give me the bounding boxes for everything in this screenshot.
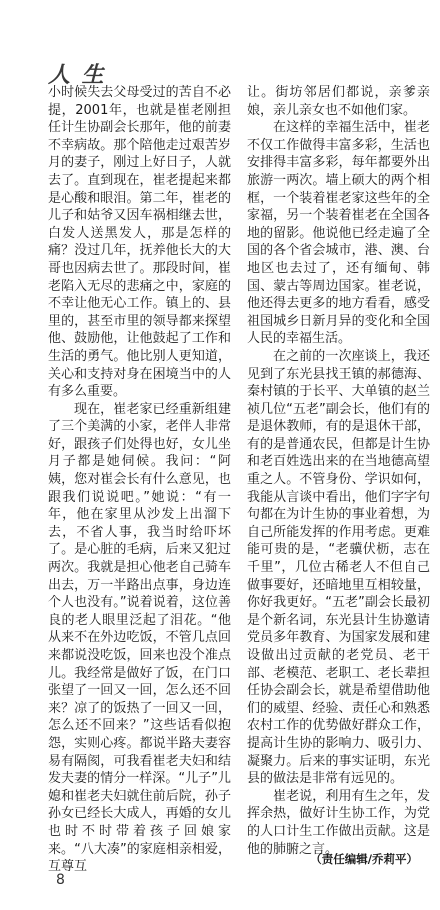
left-column: [48, 84, 231, 876]
paragraph: 在之前的一次座谈上，我还见到了东光县找王镇的郝德海、秦村镇的于长平、大单镇的赵兰祯几位“五老”副会长，他们有的是退休教师，有的是退休干部，有的是普通农民，但都是计生协和老百姓选出来的在当地德高望重之人。不管身份、学识如何，我能从言谈中看出，他们字字句句都在为计生协的事业着想，为自己所能发挥的作用考虑。更难能可贵的是，“老骥伏枥，志在千里”，几位古稀老人不但自己做事要好，还暗地里互相较量，你好我更好。“五老”副会长最初是个新名词，东光县计生协邀请党员多年教育、为国家发展和建设做出过贡献的老党员、老干部、老模范、老职工、老长辈担任协会副会长，就是希望借助他们的威望、经验、责任心和熟悉农村工作的优势做好群众工作，提高计生协的影响力、吸引力、凝聚力。后来的事实证明，东光县的做法是非常有远见的。: [247, 348, 430, 787]
paragraph: 小时候失去父母受过的苦自不必提，2001年，也就是崔老刚担任计生协副会长那年，他的前妻不幸病故。那个陪他走过艰苦岁月的妻子，刚过上好日子，人就去了。直到现在，崔老提起来都是心酸和眼泪。第二年，崔老的儿子和姑爷又因车祸相继去世，白发人送黑发人，那是怎样的痛？没过几年，抚养他长大的大哥也因病去世了。那段时间，崔老陷入无尽的悲痛之中，家庭的不幸让他无心工作。镇上的、县里的，甚至市里的领导都来探望他、鼓励他，让他鼓起了工作和生活的勇气。他比别人更知道，关心和支持对身在困境当中的人有多么重要。: [48, 85, 231, 400]
page-number: 8: [56, 872, 65, 888]
editor-credit: （责任编辑/乔莉平）: [310, 852, 418, 866]
right-column: [247, 84, 430, 858]
paragraph: 在这样的幸福生活中，崔老不仅工作做得丰富多彩，生活也安排得丰富多彩，每年都要外出旅游一两次。墙上硕大的两个相框，一个装着崔老家这些年的全家福，另一个装着崔老在全国各地的留影。他说他已经走遍了全国的各个省会城市，港、澳、台地区也去过了，还有缅甸、韩国、蒙古等周边国家。崔老说，他还得去更多的地方看看，感受祖国城乡日新月异的变化和全国人民的幸福生活。: [247, 120, 430, 347]
paragraph: 崔老说，利用有生之年，发挥余热，做好计生协工作，为党的人口计生工作做出贡献。这是他的肺腑之言。: [247, 788, 430, 857]
column-logo: 人 生: [48, 62, 106, 88]
paragraph: 让。街坊邻居们都说，亲爹亲娘，亲儿亲女也不如他们家。: [247, 85, 430, 118]
paragraph: 现在，崔老家已经重新组建了三个美满的小家，老伴人非常好，跟孩子们处得也好，女儿坐月子都是她伺候。我问：“阿姨，您对崔会长有什么意见，也跟我们说说吧。”她说：“有一年，他在家里从沙发上出溜下去，不省人事，我当时给吓坏了。是心脏的毛病，后来又犯过两次。我就是担心他老自己骑车出去，万一半路出点事，身边连个人也没有。”说着说着，这位善良的老人眼里泛起了泪花。“他从来不在外边吃饭，不管几点回来都说没吃饭，回来也没个准点儿。我经常是做好了饭，在门口张望了一回又一回，怎么还不回来？凉了的饭热了一回又一回，怎么还不回来？”这些话看似抱怨，实则心疼。都说半路夫妻容易有隔阂，可我看崔老夫妇和结发夫妻的情分一样深。“儿子”儿媳和崔老夫妇就住前后院，孙子孙女已经长大成人，再婚的女儿也时不时带着孩子回娘家来。“八大凑”的家庭相亲相爱，互尊互: [48, 401, 231, 875]
